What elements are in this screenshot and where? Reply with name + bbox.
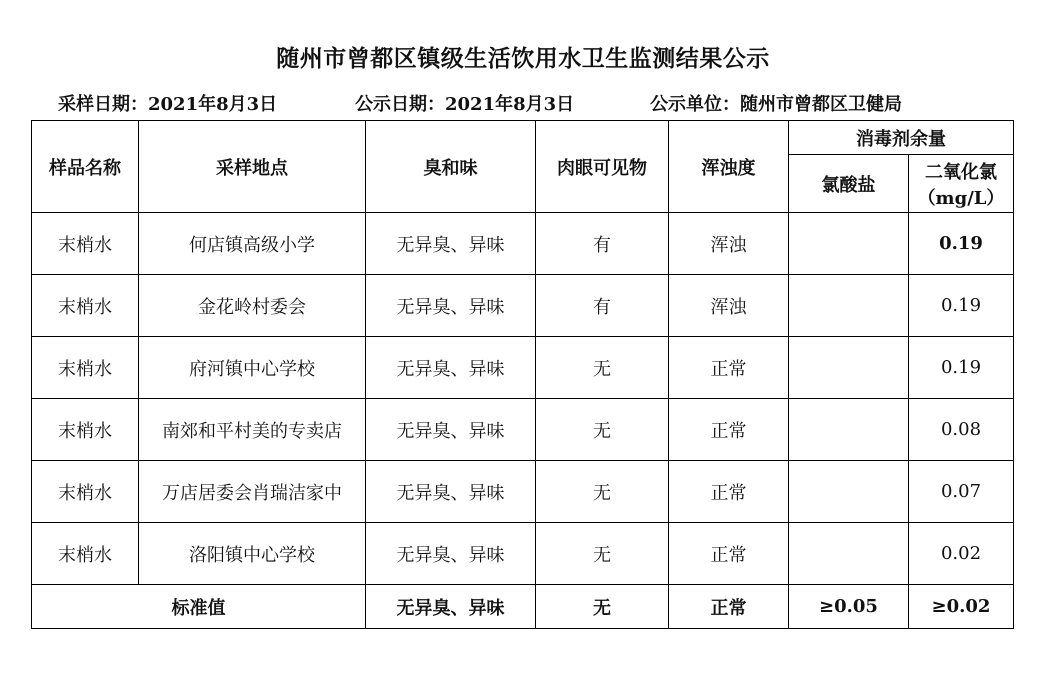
cell-sample-name: 末梢水 [32, 523, 139, 585]
cell-chlorate [789, 275, 909, 337]
standard-label: 标准值 [32, 585, 366, 629]
cell-chlorine-dioxide: 0.02 [909, 523, 1014, 585]
table-row [32, 213, 1014, 275]
cell-turbidity: 正常 [669, 523, 789, 585]
cell-chlorate [789, 523, 909, 585]
cell-odor: 无异臭、异味 [366, 461, 536, 523]
cell-odor: 无异臭、异味 [366, 523, 536, 585]
header-location: 采样地点 [139, 121, 366, 213]
cell-turbidity: 浑浊 [669, 213, 789, 275]
cell-chlorine-dioxide: 0.07 [909, 461, 1014, 523]
header-chlorate: 氯酸盐 [789, 155, 909, 213]
cell-sample-name: 末梢水 [32, 275, 139, 337]
table-row [32, 461, 1014, 523]
cell-sample-name: 末梢水 [32, 399, 139, 461]
cell-visible: 无 [536, 461, 669, 523]
cell-visible: 有 [536, 213, 669, 275]
table-row [32, 399, 1014, 461]
cell-chlorate [789, 461, 909, 523]
standard-chlorate: ≥0.05 [789, 585, 909, 629]
cell-chlorate [789, 337, 909, 399]
cell-location: 府河镇中心学校 [139, 337, 366, 399]
header-disinfectant: 消毒剂余量 [789, 121, 1014, 155]
cell-chlorine-dioxide: 0.19 [909, 275, 1014, 337]
cell-visible: 无 [536, 523, 669, 585]
cell-odor: 无异臭、异味 [366, 213, 536, 275]
cell-chlorine-dioxide: 0.19 [909, 213, 1014, 275]
cell-location: 金花岭村委会 [139, 275, 366, 337]
cell-sample-name: 末梢水 [32, 337, 139, 399]
header-chlorine-dioxide-label: 二氧化氯 [925, 161, 997, 183]
standard-chlorine-dioxide: ≥0.02 [909, 585, 1014, 629]
table-row [32, 337, 1014, 399]
cell-visible: 无 [536, 399, 669, 461]
header-sample-name: 样品名称 [32, 121, 139, 213]
header-chlorine-dioxide [909, 155, 1014, 213]
cell-chlorine-dioxide: 0.08 [909, 399, 1014, 461]
cell-location: 南郊和平村美的专卖店 [139, 399, 366, 461]
cell-turbidity: 正常 [669, 461, 789, 523]
sampling-date: 采样日期：2021年8月3日 [58, 94, 278, 115]
table-row [32, 275, 1014, 337]
standard-turbidity: 正常 [669, 585, 789, 629]
table-row [32, 523, 1014, 585]
publisher: 公示单位：随州市曾都区卫健局 [650, 94, 902, 115]
publish-date: 公示日期：2021年8月3日 [355, 94, 575, 115]
cell-sample-name: 末梢水 [32, 461, 139, 523]
header-unit: （mg/L） [917, 187, 1005, 209]
cell-turbidity: 正常 [669, 337, 789, 399]
cell-chlorate [789, 399, 909, 461]
header-turbidity: 浑浊度 [669, 121, 789, 213]
cell-visible: 有 [536, 275, 669, 337]
cell-location: 万店居委会肖瑞洁家中 [139, 461, 366, 523]
cell-sample-name: 末梢水 [32, 213, 139, 275]
cell-chlorine-dioxide: 0.19 [909, 337, 1014, 399]
cell-odor: 无异臭、异味 [366, 275, 536, 337]
cell-turbidity: 浑浊 [669, 275, 789, 337]
cell-turbidity: 正常 [669, 399, 789, 461]
standard-row [32, 585, 1014, 629]
cell-odor: 无异臭、异味 [366, 399, 536, 461]
cell-odor: 无异臭、异味 [366, 337, 536, 399]
page-title: 随州市曾都区镇级生活饮用水卫生监测结果公示 [276, 46, 770, 72]
cell-visible: 无 [536, 337, 669, 399]
cell-chlorate [789, 213, 909, 275]
results-table [31, 120, 1014, 629]
header-visible: 肉眼可见物 [536, 121, 669, 213]
header-odor: 臭和味 [366, 121, 536, 213]
standard-visible: 无 [536, 585, 669, 629]
standard-odor: 无异臭、异味 [366, 585, 536, 629]
cell-location: 洛阳镇中心学校 [139, 523, 366, 585]
cell-location: 何店镇高级小学 [139, 213, 366, 275]
